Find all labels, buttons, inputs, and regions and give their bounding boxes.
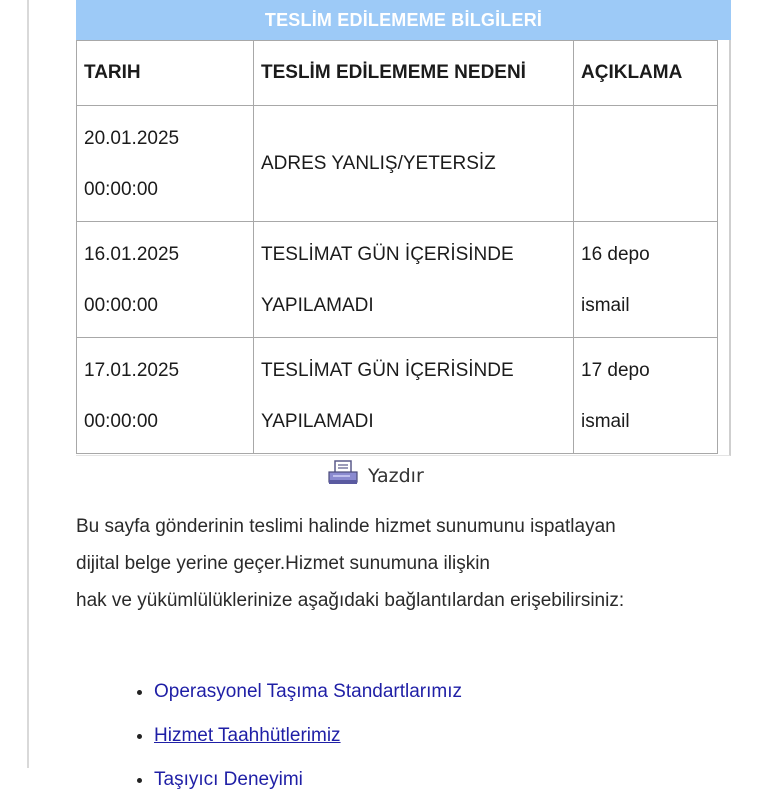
note-text-2: ismail bbox=[581, 410, 630, 432]
header-reason: TESLİM EDİLEMEME NEDENİ bbox=[254, 41, 574, 106]
cell-reason bbox=[254, 338, 574, 454]
links-list bbox=[130, 670, 462, 802]
list-item bbox=[154, 670, 462, 714]
cell-date bbox=[77, 106, 254, 222]
cell-date bbox=[77, 338, 254, 454]
printer-icon bbox=[328, 460, 358, 491]
list-item bbox=[154, 758, 462, 802]
undelivered-table bbox=[76, 40, 718, 454]
print-button[interactable] bbox=[328, 460, 424, 491]
date-text: 16.01.2025 bbox=[84, 243, 180, 265]
table-row bbox=[77, 338, 718, 454]
info-line: hak ve yükümlülüklerinize aşağıdaki bağlantılardan erişebilirsiniz: bbox=[76, 590, 625, 611]
info-paragraph bbox=[76, 508, 716, 619]
cell-note bbox=[574, 222, 718, 338]
table-row bbox=[77, 222, 718, 338]
reason-text-2: YAPILAMADI bbox=[261, 294, 374, 316]
time-text: 00:00:00 bbox=[84, 294, 158, 316]
reason-text-2: YAPILAMADI bbox=[261, 410, 374, 432]
info-line: dijital belge yerine geçer.Hizmet sunumuna ilişkin bbox=[76, 553, 490, 574]
note-text-2: ismail bbox=[581, 294, 630, 316]
list-item bbox=[154, 714, 462, 758]
table-row bbox=[77, 106, 718, 222]
cell-note bbox=[574, 338, 718, 454]
time-text: 00:00:00 bbox=[84, 178, 158, 200]
note-text: 17 depo bbox=[581, 359, 650, 381]
cell-date bbox=[77, 222, 254, 338]
cell-note bbox=[574, 106, 718, 222]
link-third[interactable]: Taşıyıcı Deneyimi bbox=[154, 769, 303, 790]
header-note: AÇIKLAMA bbox=[574, 41, 718, 106]
print-label: Yazdır bbox=[368, 464, 424, 487]
info-line: Bu sayfa gönderinin teslimi halinde hizmet sunumunu ispatlayan bbox=[76, 516, 616, 537]
section-title: TESLİM EDİLEMEME BİLGİLERİ bbox=[76, 0, 731, 40]
time-text: 00:00:00 bbox=[84, 410, 158, 432]
undelivered-info-section bbox=[76, 0, 731, 456]
cell-reason bbox=[254, 222, 574, 338]
link-operational-standards[interactable]: Operasyonel Taşıma Standartlarımız bbox=[154, 681, 463, 702]
table-container bbox=[76, 40, 731, 456]
reason-text: TESLİMAT GÜN İÇERİSİNDE bbox=[261, 359, 514, 381]
header-date: TARIH bbox=[77, 41, 254, 106]
date-text: 17.01.2025 bbox=[84, 359, 180, 381]
reason-text: ADRES YANLIŞ/YETERSİZ bbox=[261, 153, 496, 174]
note-text: 16 depo bbox=[581, 243, 650, 265]
date-text: 20.01.2025 bbox=[84, 127, 180, 149]
link-service-commitments[interactable]: Hizmet Taahhütlerimiz bbox=[154, 725, 341, 746]
page-left-border bbox=[27, 0, 29, 768]
table-header-row bbox=[77, 41, 718, 106]
cell-reason bbox=[254, 106, 574, 222]
reason-text: TESLİMAT GÜN İÇERİSİNDE bbox=[261, 243, 514, 265]
